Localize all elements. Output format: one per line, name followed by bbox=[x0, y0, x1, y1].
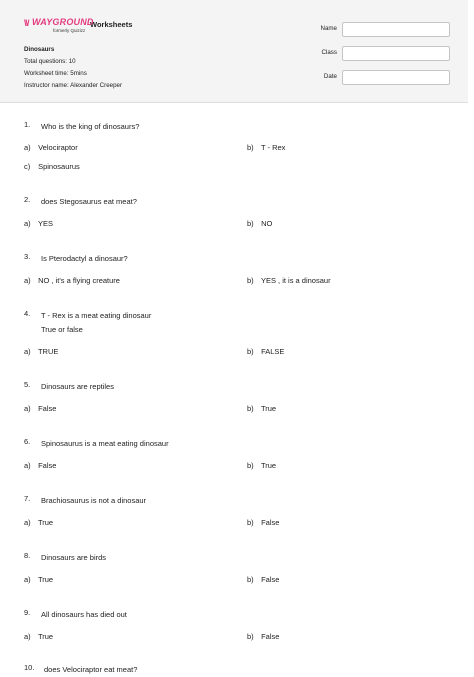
name-field-row bbox=[300, 22, 450, 36]
option-text: T - Rex bbox=[260, 143, 286, 152]
option-text: False bbox=[38, 461, 57, 470]
option-text: Spinosaurus bbox=[38, 162, 80, 171]
question-number: 1. bbox=[24, 120, 31, 129]
option-a[interactable] bbox=[24, 143, 78, 152]
option-b[interactable] bbox=[247, 575, 279, 584]
option-text: False bbox=[261, 575, 280, 584]
option-a[interactable] bbox=[24, 575, 53, 584]
option-text: True bbox=[260, 404, 277, 413]
option-text: YES , it is a dinosaur bbox=[260, 276, 331, 285]
option-a[interactable] bbox=[24, 219, 53, 228]
option-letter: a) bbox=[24, 404, 31, 413]
option-letter: a) bbox=[24, 461, 31, 470]
option-c[interactable] bbox=[24, 162, 80, 171]
question-number: 5. bbox=[24, 380, 31, 389]
question-text: Spinosaurus is a meat eating dinosaur bbox=[41, 439, 169, 448]
option-a[interactable] bbox=[24, 461, 56, 470]
question-text: does Velociraptor eat meat? bbox=[44, 665, 138, 674]
option-text: FALSE bbox=[261, 347, 285, 356]
option-letter: b) bbox=[247, 575, 254, 584]
option-text: True bbox=[37, 518, 54, 527]
instructor-name: Instructor name: Alexander Creeper bbox=[24, 82, 123, 89]
total-questions: Total questions: 10 bbox=[24, 58, 76, 65]
question-text: Dinosaurs are birds bbox=[41, 553, 107, 562]
question-number: 3. bbox=[24, 252, 31, 261]
question-text: T - Rex is a meat eating dinosaur bbox=[41, 311, 152, 320]
option-b[interactable] bbox=[247, 143, 285, 152]
question-text: Brachiosaurus is not a dinosaur bbox=[41, 496, 147, 505]
date-label: Date bbox=[323, 73, 337, 80]
option-text: NO bbox=[261, 219, 273, 228]
option-b[interactable] bbox=[247, 404, 276, 413]
option-letter: b) bbox=[247, 404, 254, 413]
option-text: True bbox=[260, 461, 277, 470]
option-text: False bbox=[38, 404, 57, 413]
option-letter: a) bbox=[24, 632, 31, 641]
name-input[interactable] bbox=[342, 22, 450, 37]
question-text: does Stegosaurus eat meat? bbox=[41, 197, 137, 206]
option-letter: b) bbox=[247, 276, 254, 285]
option-letter: b) bbox=[247, 518, 254, 527]
logo-mark-icon: \\/ bbox=[24, 18, 29, 28]
option-text: False bbox=[261, 518, 280, 527]
class-field-row bbox=[300, 46, 450, 60]
name-label: Name bbox=[320, 25, 337, 32]
question-number: 10. bbox=[24, 663, 35, 672]
class-label: Class bbox=[321, 49, 337, 56]
logo-text: WAYGROUND bbox=[32, 17, 94, 27]
option-letter: b) bbox=[247, 143, 254, 152]
question-number: 7. bbox=[24, 494, 31, 503]
option-text: Velociraptor bbox=[38, 143, 78, 152]
option-letter: a) bbox=[24, 518, 31, 527]
question-number: 6. bbox=[24, 437, 31, 446]
class-input[interactable] bbox=[342, 46, 450, 61]
question-text: All dinosaurs has died out bbox=[41, 610, 127, 619]
question-text: Is Pterodactyl a dinosaur? bbox=[41, 254, 128, 263]
option-text: YES bbox=[37, 219, 53, 228]
worksheet-title: Dinosaurs bbox=[24, 46, 55, 53]
option-text: True bbox=[37, 575, 54, 584]
option-letter: a) bbox=[24, 276, 31, 285]
question-text: Dinosaurs are reptiles bbox=[41, 382, 114, 391]
option-a[interactable] bbox=[24, 404, 56, 413]
date-input[interactable] bbox=[342, 70, 450, 85]
option-letter: b) bbox=[247, 632, 254, 641]
option-a[interactable] bbox=[24, 518, 53, 527]
worksheet-time: Worksheet time: 5mins bbox=[24, 70, 87, 77]
option-letter: c) bbox=[24, 162, 31, 171]
logo-subtitle: formerly Quizizz bbox=[53, 28, 86, 33]
option-b[interactable] bbox=[247, 276, 331, 285]
option-b[interactable] bbox=[247, 518, 279, 527]
question-number: 8. bbox=[24, 551, 31, 560]
option-letter: b) bbox=[247, 347, 254, 356]
question-text: Who is the king of dinosaurs? bbox=[41, 122, 140, 131]
option-text: True bbox=[37, 632, 54, 641]
option-letter: a) bbox=[24, 575, 31, 584]
worksheet-info bbox=[24, 44, 122, 92]
option-a[interactable] bbox=[24, 347, 58, 356]
option-letter: b) bbox=[247, 461, 254, 470]
wayground-logo bbox=[24, 17, 94, 37]
option-letter: a) bbox=[24, 347, 31, 356]
question-number: 4. bbox=[24, 309, 31, 318]
option-a[interactable] bbox=[24, 276, 120, 285]
brand bbox=[24, 17, 132, 37]
option-b[interactable] bbox=[247, 347, 284, 356]
option-b[interactable] bbox=[247, 461, 276, 470]
date-field-row bbox=[300, 70, 450, 84]
option-b[interactable] bbox=[247, 219, 272, 228]
question-number: 9. bbox=[24, 608, 31, 617]
option-letter: a) bbox=[24, 143, 31, 152]
option-letter: a) bbox=[24, 219, 31, 228]
question-number: 2. bbox=[24, 195, 31, 204]
option-letter: b) bbox=[247, 219, 254, 228]
option-text: NO , it's a flying creature bbox=[38, 276, 120, 285]
option-a[interactable] bbox=[24, 632, 53, 641]
option-b[interactable] bbox=[247, 632, 279, 641]
option-text: TRUE bbox=[37, 347, 59, 356]
worksheet-header bbox=[0, 0, 468, 103]
option-text: False bbox=[261, 632, 280, 641]
app-title: Worksheets bbox=[90, 20, 133, 29]
question-subtext: True or false bbox=[41, 325, 83, 334]
